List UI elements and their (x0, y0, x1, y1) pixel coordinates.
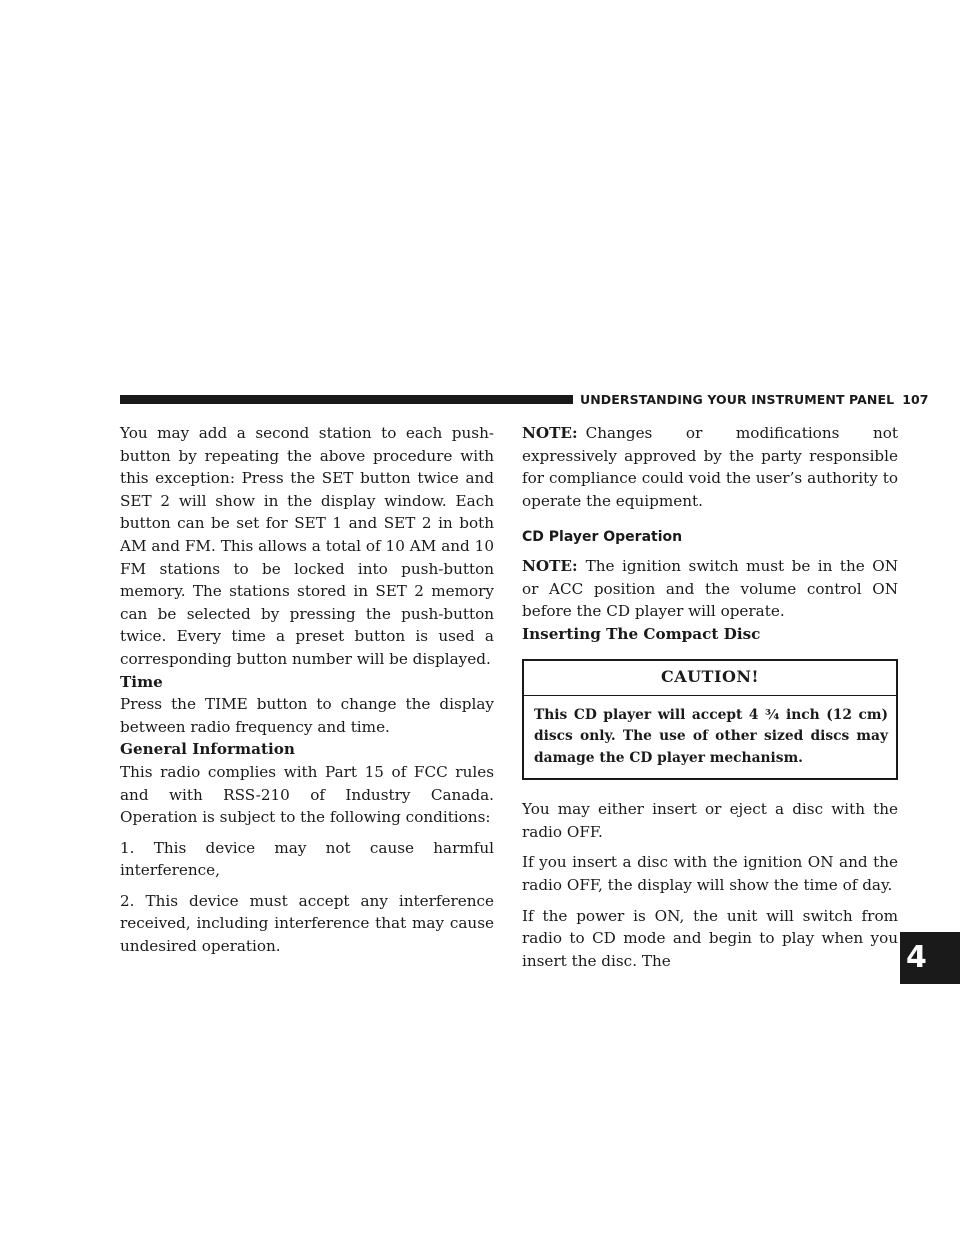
paragraph-power-on: If the power is ON, the unit will switch from radio to CD mode and begin to play when you insert the disc. The (522, 906, 898, 970)
right-column (522, 422, 898, 972)
condition-2: 2. This device must accept any interference received, including interference that may cause undesired operation. (120, 891, 494, 956)
section-title: UNDERSTANDING YOUR INSTRUMENT PANEL (580, 392, 895, 407)
time-paragraph: Press the TIME button to change the display between radio frequency and time. (120, 695, 494, 736)
caution-box (522, 659, 898, 780)
header-rule (120, 395, 573, 404)
note-label: NOTE: (522, 424, 578, 442)
inserting-disc-heading: Inserting The Compact Disc (522, 624, 761, 643)
condition-1: 1. This device may not cause harmful interference, (120, 838, 494, 880)
general-information-heading: General Information (120, 740, 295, 759)
note-text: Changes or modifications not expressively approved by the party responsible for compliance could void the user’s authority to operate the equipment. (522, 424, 898, 510)
intro-paragraph: You may add a second station to each push-button by repeating the above procedure with this exception: Press the SET button twice and SET 2 will show in the display window. Each button can be set for SET 1 and SET 2 in both AM and FM. This allows a total of 10 AM and 10 FM stations to be locked into push-button memory. The stations stored in SET 2 memory can be selected by pressing the push-button twice. Every time a preset button is used a corresponding button number will be displayed. (120, 424, 494, 668)
cd-player-heading: CD Player Operation (522, 529, 683, 546)
chapter-tab: 4 (900, 932, 960, 984)
paragraph-ignition-on: If you insert a disc with the ignition ON and the radio OFF, the display will show the time of day. (522, 853, 898, 894)
note-text: The ignition switch must be in the ON or ACC position and the volume control ON before the CD player will operate. (522, 556, 898, 621)
general-information-paragraph: This radio complies with Part 15 of FCC rules and with RSS-210 of Industry Canada. Operation is subject to the following conditions: (120, 762, 494, 827)
page-header (580, 392, 929, 407)
note-ignition (522, 555, 898, 623)
caution-text: This CD player will accept 4 ¾ inch (12 cm) discs only. The use of other sized discs may damage the CD player mechanism. (534, 706, 888, 766)
note-compliance (522, 422, 898, 512)
caution-title: CAUTION! (524, 661, 896, 696)
page-number: 107 (902, 392, 929, 407)
time-heading: Time (120, 672, 163, 691)
note-label: NOTE: (522, 556, 578, 575)
paragraph-insert-eject: You may either insert or eject a disc with the radio OFF. (522, 800, 898, 841)
left-column (120, 422, 494, 958)
